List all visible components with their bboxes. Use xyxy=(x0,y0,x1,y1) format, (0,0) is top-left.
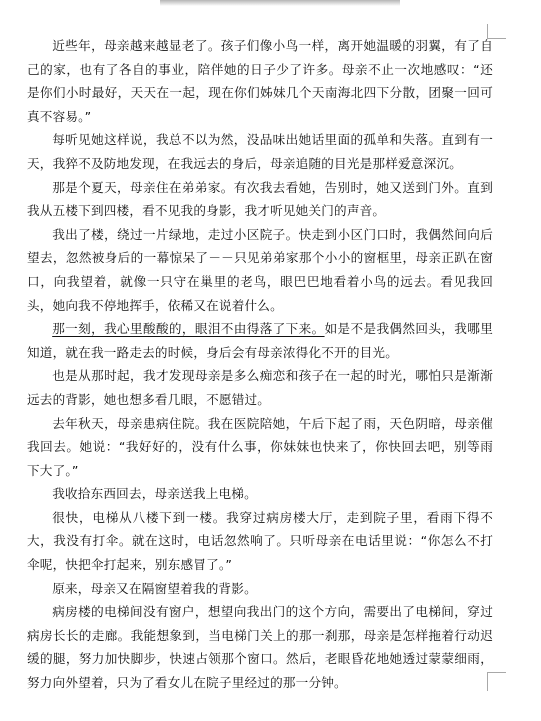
top-shadow xyxy=(160,0,400,6)
document-body xyxy=(27,34,493,695)
paragraph-5-rest: 如是不是我偶然回头，我哪里知道，就在我一路走去的时候，身后会有母亲浓得化不开的目光。 xyxy=(27,321,493,360)
paragraph-4: 我出了楼，绕过一片绿地，走过小区院子。快走到小区门口时，我偶然间向后望去，忽然被身后的一幕惊呆了－－只见弟弟家那个小小的窗框里，母亲正趴在窗口，向我望着，就像一只守在巢里的老鸟，眼巴巴地看着小鸟的远去。看见我回头，她向我不停地挥手，依稀又在说着什么。 xyxy=(27,226,493,313)
paragraph-3: 那是个夏天，母亲住在弟弟家。有次我去看她，告别时，她又送到门外。直到我从五楼下到四楼，看不见我的身影，我才听见她关门的声音。 xyxy=(27,179,493,219)
paragraph-2: 每听见她这样说，我总不以为然，没品味出她话里面的孤单和失落。直到有一天，我猝不及防地发现，在我远去的身后，母亲追随的目光是那样爱意深沉。 xyxy=(27,132,493,171)
paragraph-9: 很快，电梯从八楼下到一楼。我穿过病房楼大厅，走到院子里，看雨下得不大，我没有打伞。就在这时，电话忽然响了。只听母亲在电话里说：“你怎么不打伞呢，快把伞打起来，别东感冒了。” xyxy=(27,509,493,573)
underlined-sentence: 那一刻，我心里酸酸的，眼泪不由得落了下来。 xyxy=(52,321,325,337)
paragraph-5 xyxy=(27,317,493,364)
paragraph-11: 病房楼的电梯间没有窗户，想望向我出门的这个方向，需要出了电梯间，穿过病房长长的走廊。我能想象到，当电梯门关上的那一刹那，母亲是怎样拖着行动迟缓的腿，努力加快脚步，快速占领那个窗口。然后，老眼昏花地她透过蒙蒙细雨，努力向外望着，只为了看女儿在院子里经过的那一分钟。 xyxy=(27,604,493,691)
paragraph-10: 原来，母亲又在隔窗望着我的背影。 xyxy=(52,580,257,596)
paragraph-1: 近些年，母亲越来越显老了。孩子们像小鸟一样，离开她温暖的羽翼，有了自己的家，也有了各自的事业，陪伴她的日子少了许多。母亲不止一次地感叹：“还是你们小时最好，天天在一起，现在你们姊妹几个天南海北四下分散，团聚一回可真不容易。” xyxy=(27,38,493,124)
paragraph-6: 也是从那时起，我才发现母亲是多么痴恋和孩子在一起的时光，哪怕只是渐渐远去的背影，她也想多看几眼，不愿错过。 xyxy=(27,368,493,407)
paragraph-8: 我收拾东西回去，母亲送我上电梯。 xyxy=(52,486,257,502)
paragraph-7: 去年秋天，母亲患病住院。我在医院陪她，午后下起了雨，天色阴暗，母亲催我回去。她说：“我好好的，没有什么事，你妹妹也快来了，你快回去吧，别等雨下大了。” xyxy=(27,415,493,478)
